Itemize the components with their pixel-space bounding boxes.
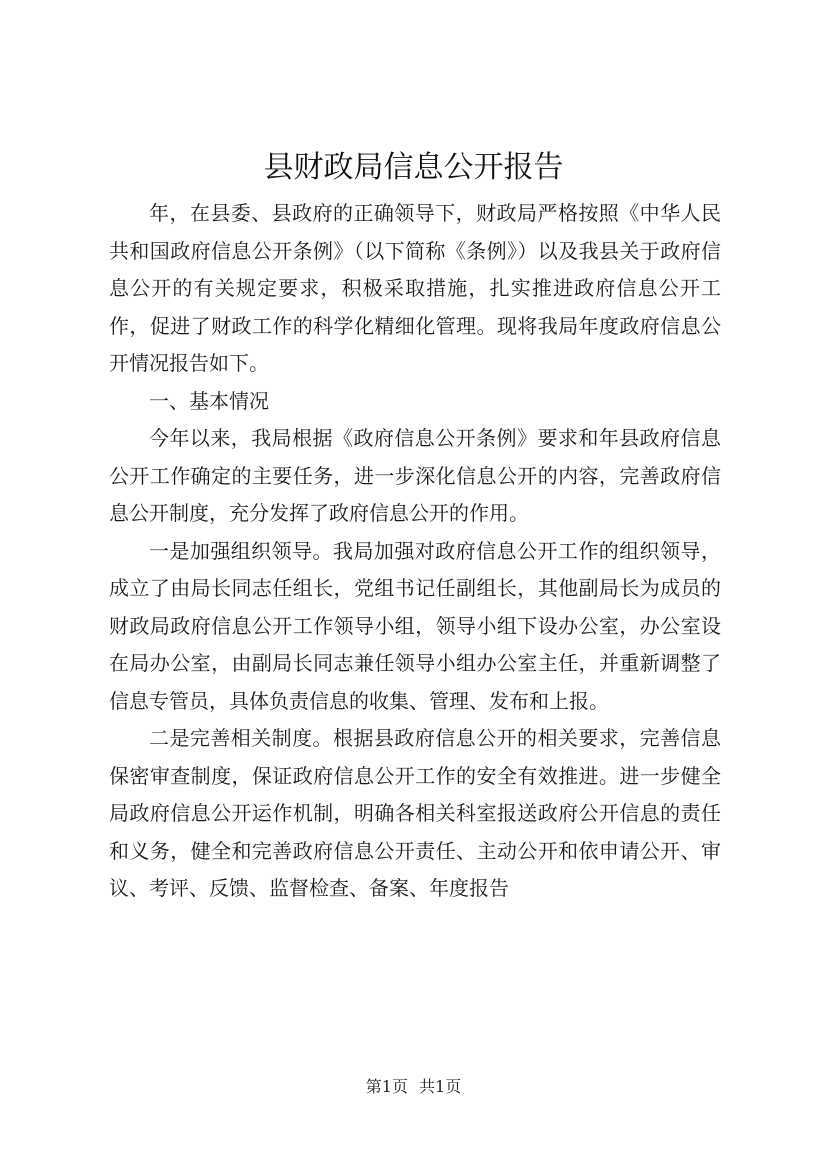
- paragraph-intro: 年，在县委、县政府的正确领导下，财政局严格按照《中华人民共和国政府信息公开条例》（以下简称《条例》）以及我县关于政府信息公开的有关规定要求，积极采取措施，扎实推进政府信息公开工作，促进了财政工作的科学化精细化管理。现将我局年度政府信息公开情况报告如下。: [109, 201, 721, 375]
- page-number: 第1页: [365, 1077, 408, 1096]
- document-body: [109, 195, 721, 908]
- paragraph-systems: 二是完善相关制度。根据县政府信息公开的相关要求，完善信息保密审查制度，保证政府信息公开工作的安全有效推进。进一步健全局政府信息公开运作机制，明确各相关科室报送政府公开信息的责任和义务，健全和完善政府信息公开责任、主动公开和依申请公开、审议、考评、反馈、监督检查、备案、年度报告: [109, 726, 721, 900]
- paragraph-organization: 一是加强组织领导。我局加强对政府信息公开工作的组织领导，成立了由局长同志任组长，党组书记任副组长，其他副局长为成员的财政局政府信息公开工作领导小组，领导小组下设办公室，办公室设在局办公室，由副局长同志兼任领导小组办公室主任，并重新调整了信息专管员，具体负责信息的收集、管理、发布和上报。: [109, 538, 721, 713]
- paragraph-overview: 今年以来，我局根据《政府信息公开条例》要求和年县政府信息公开工作确定的主要任务，进一步深化信息公开的内容，完善政府信息公开制度，充分发挥了政府信息公开的作用。: [109, 426, 721, 525]
- page-footer: [0, 1076, 827, 1098]
- section-heading-basic-situation: 一、基本情况: [149, 388, 269, 413]
- document-title: 县财政局信息公开报告: [263, 150, 564, 185]
- page-total: 共1页: [419, 1077, 462, 1096]
